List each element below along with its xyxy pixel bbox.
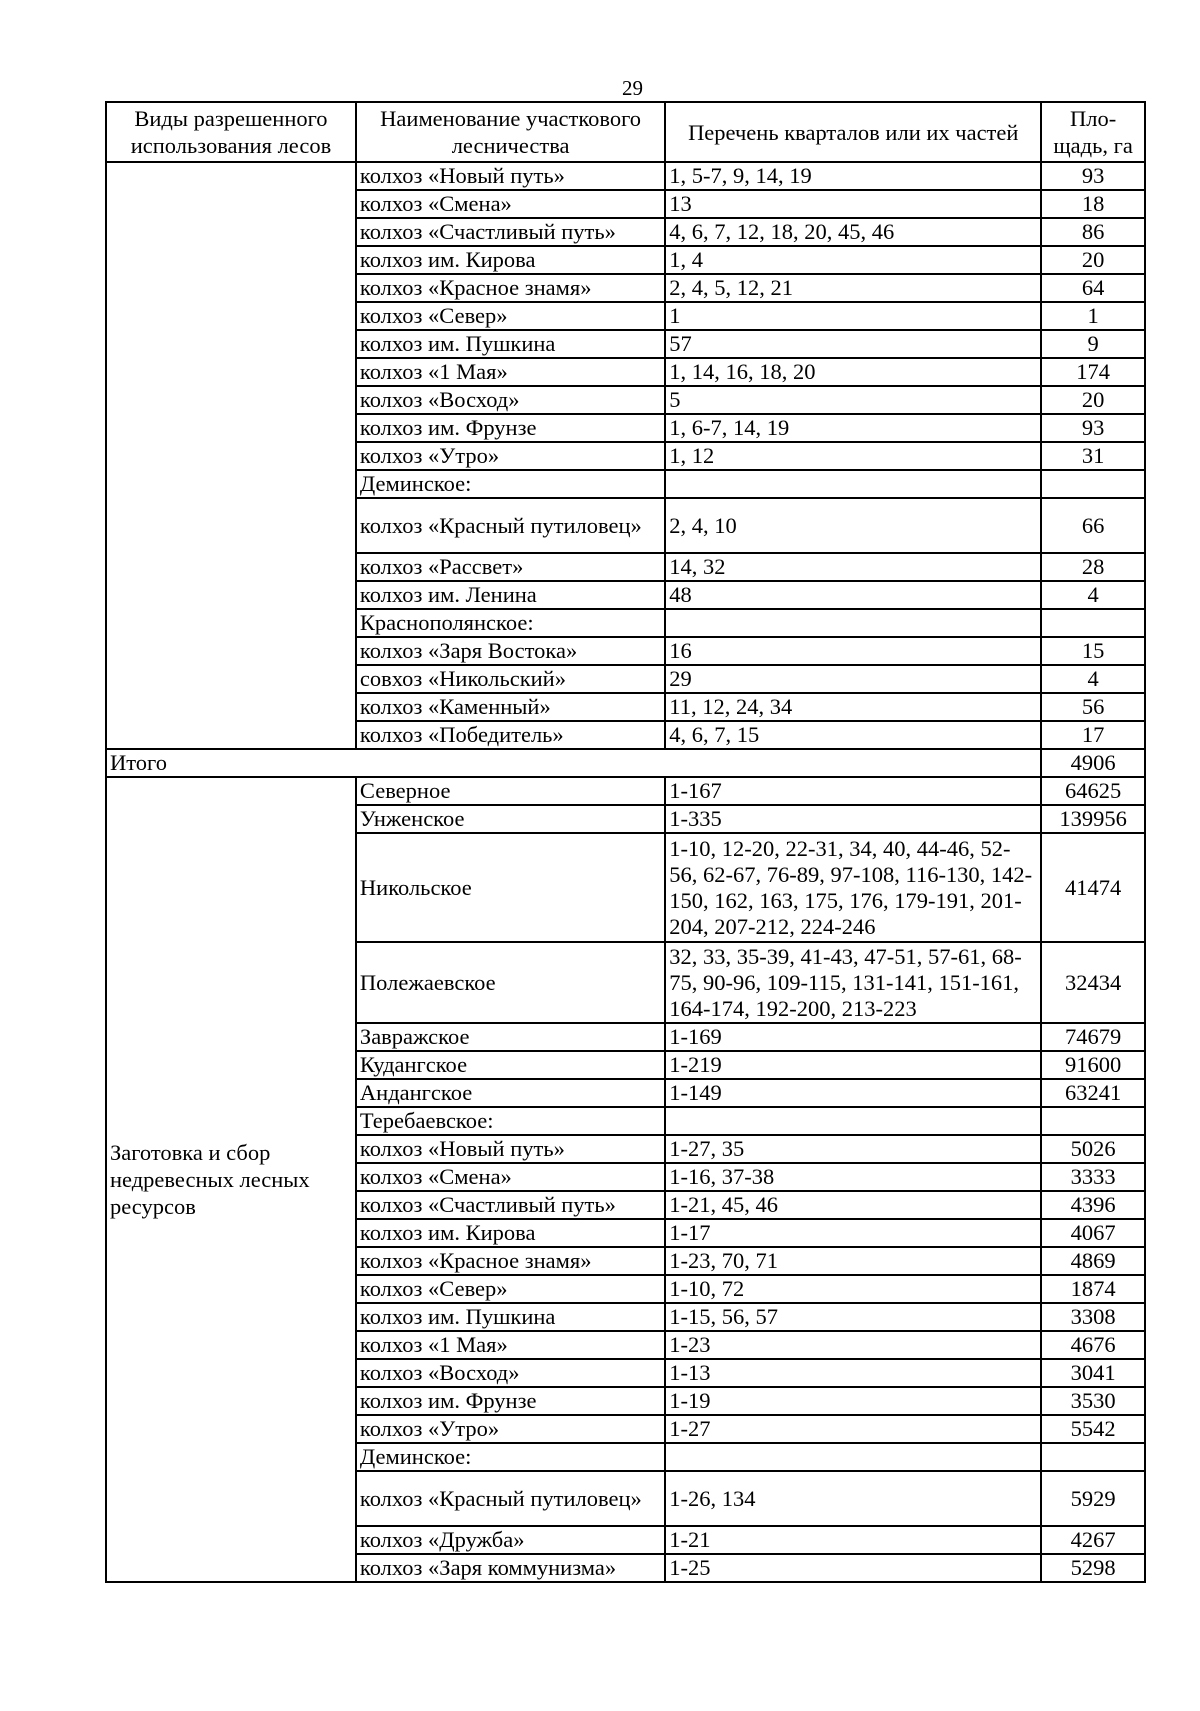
name-cell: колхоз «Победитель» [356,721,665,749]
area-cell: 5298 [1041,1554,1145,1582]
name-cell: колхоз им. Кирова [356,246,665,274]
name-cell: колхоз «Счастливый путь» [356,1191,665,1219]
table-row [106,777,1145,805]
blocks-cell: 5 [665,386,1041,414]
name-cell: колхоз «1 Мая» [356,358,665,386]
name-cell: Полежаевское [356,942,665,1023]
blocks-cell: 2, 4, 5, 12, 21 [665,274,1041,302]
blocks-cell: 14, 32 [665,553,1041,581]
area-cell: 66 [1041,498,1145,553]
area-cell: 93 [1041,414,1145,442]
area-cell [1041,1107,1145,1135]
area-cell: 4 [1041,665,1145,693]
name-cell: колхоз им. Фрунзе [356,1387,665,1415]
area-cell: 3530 [1041,1387,1145,1415]
area-cell: 4 [1041,581,1145,609]
area-cell: 3308 [1041,1303,1145,1331]
area-cell: 5026 [1041,1135,1145,1163]
header-name: Наименование участкового лесничества [356,102,665,162]
area-cell [1041,609,1145,637]
area-cell: 86 [1041,218,1145,246]
use-cell-continued [106,162,356,749]
blocks-cell: 1-335 [665,805,1041,833]
name-cell: совхоз «Никольский» [356,665,665,693]
area-cell: 174 [1041,358,1145,386]
blocks-cell: 1, 4 [665,246,1041,274]
blocks-cell: 13 [665,190,1041,218]
blocks-cell: 1-27, 35 [665,1135,1041,1163]
name-cell: колхоз «1 Мая» [356,1331,665,1359]
total-row [106,749,1145,777]
table-row [106,162,1145,190]
name-cell: колхоз «Заря Востока» [356,637,665,665]
name-cell: колхоз им. Пушкина [356,1303,665,1331]
blocks-cell: 1-10, 12-20, 22-31, 34, 40, 44-46, 52-56, 62-67, 76-89, 97-108, 116-130, 142-150, 162, 163, 175, 176, 179-191, 201-204, 207-212, 224-246 [665,833,1041,942]
blocks-cell: 32, 33, 35-39, 41-43, 47-51, 57-61, 68-75, 90-96, 109-115, 131-141, 151-161, 164-174, 192-200, 213-223 [665,942,1041,1023]
blocks-cell: 1-16, 37-38 [665,1163,1041,1191]
blocks-cell [665,470,1041,498]
blocks-cell: 1-21, 45, 46 [665,1191,1041,1219]
page-number: 29 [622,76,643,100]
area-cell: 4869 [1041,1247,1145,1275]
area-cell: 31 [1041,442,1145,470]
area-cell: 74679 [1041,1023,1145,1051]
blocks-cell: 29 [665,665,1041,693]
header-blocks: Перечень кварталов или их частей [665,102,1041,162]
area-cell: 20 [1041,246,1145,274]
area-cell: 15 [1041,637,1145,665]
name-cell: колхоз «Красный путиловец» [356,498,665,553]
blocks-cell: 1, 6-7, 14, 19 [665,414,1041,442]
district-subheading: Теребаевское: [356,1107,665,1135]
name-cell: колхоз «Новый путь» [356,1135,665,1163]
blocks-cell: 1-23 [665,1331,1041,1359]
blocks-cell: 57 [665,330,1041,358]
area-cell: 1874 [1041,1275,1145,1303]
area-cell: 20 [1041,386,1145,414]
district-subheading: Деминское: [356,1443,665,1471]
area-cell: 4676 [1041,1331,1145,1359]
blocks-cell [665,1107,1041,1135]
blocks-cell: 1-169 [665,1023,1041,1051]
blocks-cell: 1-167 [665,777,1041,805]
area-cell: 63241 [1041,1079,1145,1107]
total-area: 4906 [1041,749,1145,777]
blocks-cell: 1-149 [665,1079,1041,1107]
area-cell: 4396 [1041,1191,1145,1219]
name-cell: колхоз «Красное знамя» [356,1247,665,1275]
area-cell: 91600 [1041,1051,1145,1079]
area-cell: 64 [1041,274,1145,302]
blocks-cell: 1-13 [665,1359,1041,1387]
name-cell: Кудангское [356,1051,665,1079]
name-cell: колхоз им. Ленина [356,581,665,609]
blocks-cell: 1-23, 70, 71 [665,1247,1041,1275]
name-cell: колхоз «Восход» [356,386,665,414]
area-cell: 64625 [1041,777,1145,805]
name-cell: колхоз им. Кирова [356,1219,665,1247]
district-subheading: Краснополянское: [356,609,665,637]
blocks-cell: 1-21 [665,1526,1041,1554]
name-cell: колхоз «Север» [356,302,665,330]
name-cell: колхоз «Смена» [356,190,665,218]
header-area: Пло-щадь, га [1041,102,1145,162]
area-cell: 56 [1041,693,1145,721]
name-cell: колхоз «Красный путиловец» [356,1471,665,1526]
area-cell: 93 [1041,162,1145,190]
area-cell [1041,470,1145,498]
blocks-cell: 16 [665,637,1041,665]
blocks-cell: 1-25 [665,1554,1041,1582]
area-cell: 28 [1041,553,1145,581]
area-cell: 4067 [1041,1219,1145,1247]
name-cell: колхоз «Заря коммунизма» [356,1554,665,1582]
name-cell: колхоз «Дружба» [356,1526,665,1554]
header-use: Виды разрешенного использования лесов [106,102,356,162]
area-cell: 5542 [1041,1415,1145,1443]
name-cell: Северное [356,777,665,805]
name-cell: Завражское [356,1023,665,1051]
blocks-cell: 2, 4, 10 [665,498,1041,553]
blocks-cell [665,1443,1041,1471]
blocks-cell: 1-26, 134 [665,1471,1041,1526]
area-cell: 139956 [1041,805,1145,833]
total-label: Итого [106,749,1041,777]
blocks-cell: 4, 6, 7, 12, 18, 20, 45, 46 [665,218,1041,246]
name-cell: колхоз «Красное знамя» [356,274,665,302]
name-cell: колхоз «Новый путь» [356,162,665,190]
area-cell: 18 [1041,190,1145,218]
blocks-cell: 1-27 [665,1415,1041,1443]
blocks-cell: 1-15, 56, 57 [665,1303,1041,1331]
name-cell: колхоз им. Пушкина [356,330,665,358]
forest-use-table [105,101,1146,1583]
blocks-cell: 48 [665,581,1041,609]
name-cell: колхоз «Каменный» [356,693,665,721]
area-cell: 1 [1041,302,1145,330]
blocks-cell: 1-19 [665,1387,1041,1415]
area-cell: 17 [1041,721,1145,749]
name-cell: Никольское [356,833,665,942]
name-cell: Андангское [356,1079,665,1107]
name-cell: колхоз «Восход» [356,1359,665,1387]
name-cell: колхоз им. Фрунзе [356,414,665,442]
district-subheading: Деминское: [356,470,665,498]
name-cell: колхоз «Смена» [356,1163,665,1191]
name-cell: колхоз «Рассвет» [356,553,665,581]
area-cell: 41474 [1041,833,1145,942]
area-cell: 4267 [1041,1526,1145,1554]
header-row [106,102,1145,162]
name-cell: колхоз «Счастливый путь» [356,218,665,246]
blocks-cell: 1, 12 [665,442,1041,470]
area-cell: 3041 [1041,1359,1145,1387]
name-cell: Унженское [356,805,665,833]
blocks-cell: 4, 6, 7, 15 [665,721,1041,749]
area-cell: 3333 [1041,1163,1145,1191]
blocks-cell [665,609,1041,637]
name-cell: колхоз «Утро» [356,442,665,470]
blocks-cell: 1-17 [665,1219,1041,1247]
area-cell: 9 [1041,330,1145,358]
blocks-cell: 1-10, 72 [665,1275,1041,1303]
area-cell: 5929 [1041,1471,1145,1526]
blocks-cell: 1 [665,302,1041,330]
blocks-cell: 1-219 [665,1051,1041,1079]
name-cell: колхоз «Север» [356,1275,665,1303]
area-cell [1041,1443,1145,1471]
area-cell: 32434 [1041,942,1145,1023]
name-cell: колхоз «Утро» [356,1415,665,1443]
use-type-cell: Заготовка и сбор недревесных лесных ресурсов [106,777,356,1582]
blocks-cell: 1, 14, 16, 18, 20 [665,358,1041,386]
blocks-cell: 11, 12, 24, 34 [665,693,1041,721]
blocks-cell: 1, 5-7, 9, 14, 19 [665,162,1041,190]
